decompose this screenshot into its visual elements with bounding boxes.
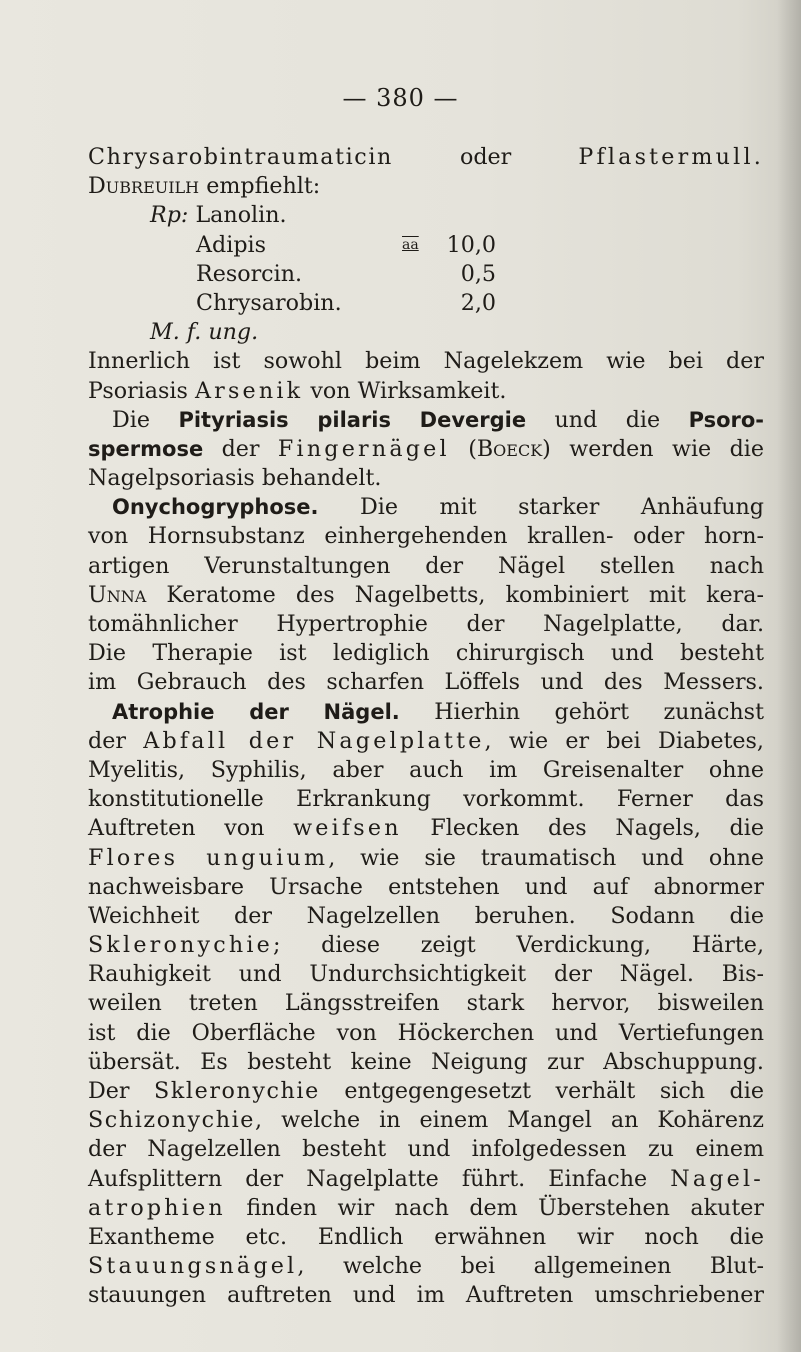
- text-line: artigen Verunstaltungen der Nägel stellen nach: [88, 552, 764, 579]
- text-line: der Abfall der Nagelplatte, wie er bei Diabetes,: [88, 727, 764, 754]
- prescription-header: Rp: Lanolin.: [150, 202, 287, 229]
- text-line: Nagelpsoriasis behandelt.: [88, 465, 382, 492]
- text-line: spermose der Fingernägel (Boeck) werden wie die: [88, 435, 765, 462]
- text-line: ist die Oberfläche von Höckerchen und Vertiefungen: [88, 1019, 764, 1046]
- text-line: Onychogryphose. Die mit starker Anhäufung: [112, 494, 764, 521]
- text-line: weilen treten Längsstreifen stark hervor, bisweilen: [88, 990, 764, 1017]
- text-line: von Hornsubstanz einhergehenden krallen- oder horn-: [88, 523, 764, 550]
- text-line: Skleronychie; diese zeigt Verdickung, Härte,: [88, 932, 764, 959]
- prescription-ingredient: Resorcin. 0,5: [196, 260, 496, 287]
- prescription-ingredient: Adipis aa 10,0: [196, 231, 496, 258]
- prescription-directive: M. f. ung.: [150, 319, 259, 346]
- text-line: der Nagelzellen besteht und infolgedessen zu einem: [88, 1136, 764, 1163]
- text-line: Chrysarobintraumaticin oder Pflastermull.: [88, 144, 764, 170]
- page-number: — 380 —: [342, 84, 459, 112]
- text-line: Atrophie der Nägel. Hierhin gehört zunächst: [112, 698, 764, 725]
- text-line: nachweisbare Ursache entstehen und auf abnormer: [88, 873, 764, 900]
- text-line: im Gebrauch des scharfen Löffels und des Messers.: [88, 669, 764, 696]
- text-line: atrophien finden wir nach dem Überstehen akuter: [88, 1194, 764, 1221]
- text-line: Die Therapie ist lediglich chirurgisch und besteht: [88, 640, 764, 667]
- text-line: Der Skleronychie entgegengesetzt verhält sich die: [88, 1078, 764, 1104]
- body-text: [88, 143, 764, 1311]
- text-line: konstitutionelle Erkrankung vorkommt. Ferner das: [88, 786, 764, 813]
- text-line: Exantheme etc. Endlich erwähnen wir noch die: [88, 1223, 764, 1250]
- text-line: Psoriasis Arsenik von Wirksamkeit.: [88, 377, 507, 404]
- text-line: Schizonychie, welche in einem Mangel an Kohärenz: [88, 1107, 764, 1134]
- text-line: Myelitis, Syphilis, aber auch im Greisenalter ohne: [88, 756, 764, 783]
- page-edge-shadow: [777, 0, 801, 1352]
- text-line: stauungen auftreten und im Auftreten umschriebener: [88, 1282, 764, 1309]
- text-line: Flores unguium, wie sie traumatisch und ohne: [88, 844, 764, 871]
- text-line: Dubreuilh empfiehlt:: [88, 173, 321, 200]
- text-line: Innerlich ist sowohl beim Nagelekzem wie bei der: [88, 348, 764, 375]
- text-line: Die Pityriasis pilaris Devergie und die Psoro-: [112, 406, 765, 433]
- text-line: Rauhigkeit und Undurchsichtigkeit der Nägel. Bis-: [88, 961, 764, 988]
- prescription-ingredient: Chrysarobin. 2,0: [196, 289, 496, 316]
- text-line: Aufsplittern der Nagelplatte führt. Einfache Nagel-: [88, 1165, 764, 1192]
- text-line: tomähnlicher Hypertrophie der Nagelplatte, dar.: [88, 611, 764, 637]
- text-line: Stauungsnägel, welche bei allgemeinen Blut-: [88, 1253, 764, 1280]
- text-line: übersät. Es besteht keine Neigung zur Abschuppung.: [88, 1048, 764, 1075]
- text-line: Weichheit der Nagelzellen beruhen. Sodann die: [88, 902, 764, 929]
- text-line: Auftreten von weifsen Flecken des Nagels, die: [88, 815, 764, 842]
- text-line: Unna Keratome des Nagelbetts, kombiniert mit kera-: [88, 581, 764, 608]
